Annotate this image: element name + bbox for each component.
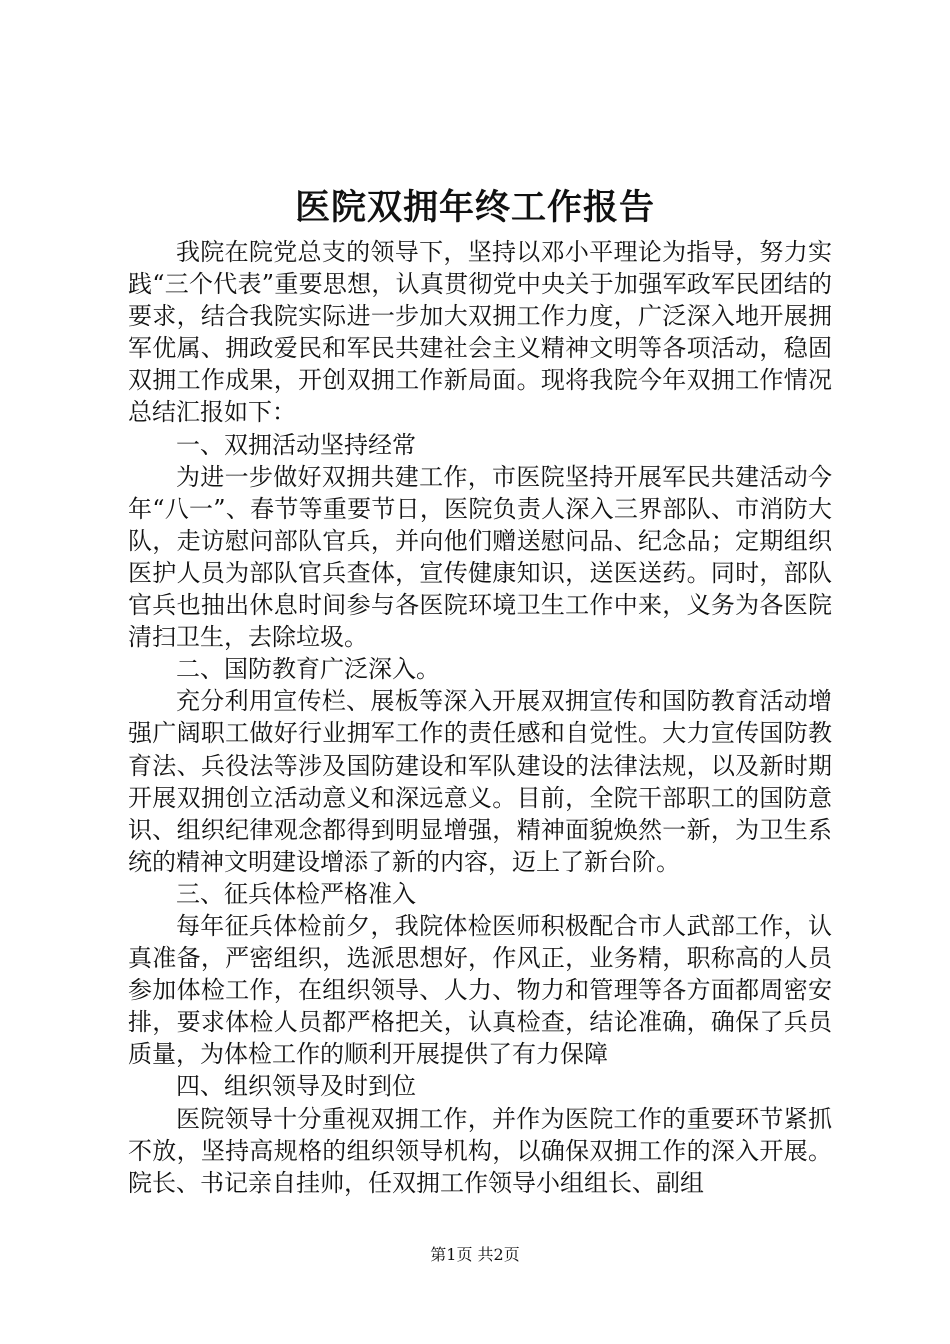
section-heading-1: 一、双拥活动坚持经常 [176, 430, 416, 459]
section-heading-2: 二、国防教育广泛深入。 [176, 655, 440, 684]
paragraph-section-3: 每年征兵体检前夕，我院体检医师积极配合市人武部工作，认真准备，严密组织，选派思想好，作风正，业务精，职称高的人员参加体检工作，在组织领导、人力、物力和管理等各方面都周密安排，要求体检人员都严格把关，认真检查，结论准确，确保了兵员质量，为体检工作的顺利开展提供了有力保障 [128, 911, 832, 1069]
paragraph-section-1: 为进一步做好双拥共建工作，市医院坚持开展军民共建活动今年“八一”、春节等重要节日，医院负责人深入三界部队、市消防大队，走访慰问部队官兵，并向他们赠送慰问品、纪念品；定期组织医护人员为部队官兵查体，宣传健康知识，送医送药。同时，部队官兵也抽出休息时间参与各医院环境卫生工作中来，义务为各医院清扫卫生，去除垃圾。 [128, 462, 832, 652]
section-heading-3: 三、征兵体检严格准入 [176, 879, 416, 908]
document-title: 医院双拥年终工作报告 [294, 187, 655, 228]
section-heading-4: 四、组织领导及时到位 [176, 1072, 416, 1101]
page-number-footer: 第1页 共2页 [430, 1245, 520, 1264]
paragraph-section-4: 医院领导十分重视双拥工作，并作为医院工作的重要环节紧抓不放，坚持高规格的组织领导机构，以确保双拥工作的深入开展。院长、书记亲自挂帅，任双拥工作领导小组组长、副组 [128, 1104, 832, 1197]
paragraph-intro: 我院在院党总支的领导下，坚持以邓小平理论为指导，努力实践“三个代表”重要思想，认真贯彻党中央关于加强军政军民团结的要求，结合我院实际进一步加大双拥工作力度，广泛深入地开展拥军优属、拥政爱民和军民共建社会主义精神文明等各项活动，稳固双拥工作成果，开创双拥工作新局面。现将我院今年双拥工作情况总结汇报如下： [128, 238, 832, 427]
paragraph-section-2: 充分利用宣传栏、展板等深入开展双拥宣传和国防教育活动增强广阔职工做好行业拥军工作的责任感和自觉性。大力宣传国防教育法、兵役法等涉及国防建设和军队建设的法律法规，以及新时期开展双拥创立活动意义和深远意义。目前，全院干部职工的国防意识、组织纪律观念都得到明显增强，精神面貌焕然一新，为卫生系统的精神文明建设增添了新的内容，迈上了新台阶。 [128, 687, 832, 876]
document-body [128, 236, 832, 1199]
